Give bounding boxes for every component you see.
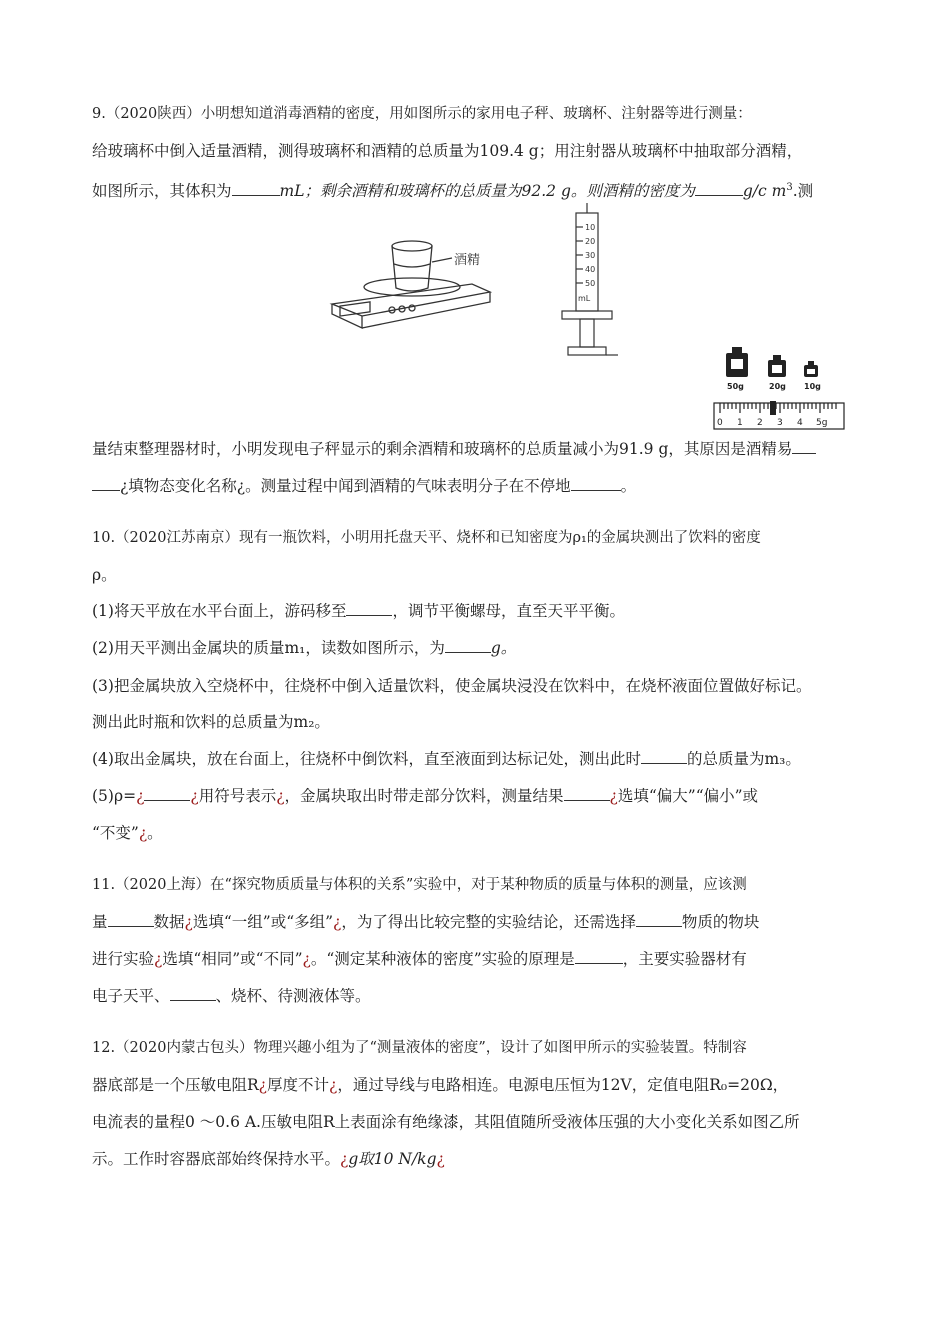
q9-density-unit: g/c m xyxy=(742,182,787,201)
q11-line-1: 11.（2020上海）在“探究物质质量与体积的关系”实验中，对于某种物质的质量与体积的测量，应该测 xyxy=(92,877,747,893)
q9-volume-blank[interactable] xyxy=(232,180,280,196)
ruler-tick-0: 0 xyxy=(717,418,723,428)
q11-line-4-text-a: 电子天平、 xyxy=(92,987,170,1005)
q10-total-mass-blank[interactable] xyxy=(641,748,687,764)
red-mark: ¿ xyxy=(258,1076,267,1094)
q10-step-5-period: 。 xyxy=(147,824,163,842)
q9-unit-exponent: 3 xyxy=(786,182,793,193)
q10-step-5-text-d: 选填“偏大”“偏小”或 xyxy=(617,787,759,805)
q9-line-5-text-a: ¿填物态变化名称¿。测量过程中闻到酒精的气味表明分子在不停地 xyxy=(120,477,571,495)
q10-line-1: 10.（2020江苏南京）现有一瓶饮料，小明用托盘天平、烧杯和已知密度为ρ₁的金属块测出了饮料的密度 xyxy=(92,530,761,546)
q11-line-2-text-b: 数据 xyxy=(153,913,185,931)
q12-line-2 xyxy=(92,1074,788,1096)
weight-20g: 20g xyxy=(769,382,786,391)
q12-line-3: 电流表的量程0 ～0.6 A.压敏电阻R上表面涂有绝缘漆，其阻值随所受液体压强的大小变化关系如图乙所 xyxy=(92,1113,800,1131)
syringe-tick-40: 40 xyxy=(585,265,596,274)
q10-step-2 xyxy=(92,637,516,659)
syringe-figure xyxy=(556,203,620,363)
q10-step-1 xyxy=(92,600,625,622)
red-mark: ¿ xyxy=(333,913,342,931)
syringe-tick-10: 10 xyxy=(585,223,596,232)
ruler-tick-5g: 5g xyxy=(816,418,828,428)
red-mark: ¿ xyxy=(276,787,285,805)
q9-line-3-text-d: .测 xyxy=(792,182,814,201)
q11-line-2-text-e: 物质的物块 xyxy=(681,913,760,931)
ruler-tick-3: 3 xyxy=(777,418,783,428)
q11-substance-blank[interactable] xyxy=(636,911,682,927)
q12-line-4-text-a: 示。工作时容器底部始终保持水平。 xyxy=(92,1150,341,1168)
q10-step-5-text-e: “不变” xyxy=(92,824,139,842)
q11-line-3-text-b: 选填“相同”或“不同” xyxy=(162,950,303,968)
red-mark: ¿ xyxy=(154,950,163,968)
q9-line-4-text: 量结束整理器材时，小明发现电子秤显示的剩余酒精和玻璃杯的总质量减小为91.9 g，其原因是酒精易 xyxy=(92,440,793,458)
q10-line-2: ρ。 xyxy=(92,566,117,584)
q9-line-5 xyxy=(92,475,636,497)
red-mark: ¿ xyxy=(136,787,145,805)
red-mark: ¿ xyxy=(329,1076,338,1094)
q11-data-count-blank[interactable] xyxy=(108,911,154,927)
q11-line-2-text-a: 量 xyxy=(92,913,108,931)
q10-result-blank[interactable] xyxy=(564,785,610,801)
q11-line-4 xyxy=(92,985,371,1007)
alcohol-label: 酒精 xyxy=(454,253,481,268)
q9-density-blank[interactable] xyxy=(695,180,743,196)
q9-line-2: 给玻璃杯中倒入适量酒精，测得玻璃杯和酒精的总质量为109.4 g；用注射器从玻璃杯中抽取部分酒精， xyxy=(92,142,803,160)
q10-mass-blank[interactable] xyxy=(445,637,491,653)
q9-line-3-text-a: 如图所示，其体积为 xyxy=(92,182,232,201)
syringe-unit: mL xyxy=(578,294,591,303)
q11-line-4-text-b: 、烧杯、待测液体等。 xyxy=(215,987,371,1005)
ruler-tick-1: 1 xyxy=(737,418,743,428)
q9-line-4 xyxy=(92,438,816,460)
q10-step-5-text-c: ，金属块取出时带走部分饮料，测量结果 xyxy=(284,787,564,805)
red-mark: ¿ xyxy=(184,913,193,931)
q10-step-5 xyxy=(92,785,758,807)
q11-line-3-text-c: 。“测定某种液体的密度”实验的原理是 xyxy=(310,950,575,968)
red-mark: ¿ xyxy=(340,1150,349,1168)
red-mark: ¿ xyxy=(436,1150,445,1168)
weight-10g: 10g xyxy=(804,382,821,391)
q10-step-1-text-a: (1)将天平放在水平台面上，游码移至 xyxy=(92,602,347,620)
q10-step-2-text-b: g。 xyxy=(490,639,517,657)
q12-line-4 xyxy=(92,1148,445,1170)
q10-step-5-line-2 xyxy=(92,822,163,844)
q10-step-5-text-b: 用符号表示 xyxy=(198,787,277,805)
q11-principle-blank[interactable] xyxy=(575,948,623,964)
ruler-tick-2: 2 xyxy=(757,418,763,428)
q10-step-1-text-b: ，调节平衡螺母，直至天平平衡。 xyxy=(392,602,625,620)
q10-step-4-text-a: (4)取出金属块，放在台面上，往烧杯中倒饮料，直至液面到达标记处，测出此时 xyxy=(92,750,641,768)
q10-step-3-line-1: (3)把金属块放入空烧杯中，往烧杯中倒入适量饮料，使金属块浸没在饮料中，在烧杯液面位置做好标记。 xyxy=(92,677,812,695)
red-mark: ¿ xyxy=(302,950,311,968)
q10-rider-position-blank[interactable] xyxy=(346,600,392,616)
rider-marker xyxy=(770,401,776,415)
q12-line-2-text-c: ，通过导线与电路相连。电源电压恒为12V，定值电阻R₀=20Ω， xyxy=(337,1076,789,1094)
syringe-tick-50: 50 xyxy=(585,279,596,288)
red-mark: ¿ xyxy=(138,824,148,842)
q11-line-2 xyxy=(92,911,759,933)
q12-line-1: 12.（2020内蒙古包头）物理兴趣小组为了“测量液体的密度”，设计了如图甲所示的实验装置。特制容 xyxy=(92,1040,747,1056)
weights-and-scale-figure xyxy=(712,345,846,433)
q12-line-2-text-a: 器底部是一个压敏电阻R xyxy=(92,1076,259,1094)
q11-line-3-text-a: 进行实验 xyxy=(92,950,155,968)
q11-line-2-text-c: 选填“一组”或“多组” xyxy=(192,913,334,931)
q10-density-expression-blank[interactable] xyxy=(144,785,190,801)
q11-line-2-text-d: ，为了得出比较完整的实验结论，还需选择 xyxy=(341,913,636,931)
q9-molecule-blank[interactable] xyxy=(571,475,621,491)
q12-line-4-text-b: g取10 N/kg xyxy=(348,1150,437,1168)
q10-step-5-text-a: (5)ρ= xyxy=(92,787,137,805)
weight-50g: 50g xyxy=(727,382,744,391)
q9-state-change-blank-b[interactable] xyxy=(92,475,120,491)
q9-line-3-text-b: mL；剩余酒精和玻璃杯的总质量为92.2 g。则酒精的密度为 xyxy=(279,182,695,201)
q10-step-4 xyxy=(92,748,801,770)
q9-line-5-text-b: 。 xyxy=(620,477,637,495)
electronic-scale-figure xyxy=(312,232,494,332)
q10-step-3-line-2: 测出此时瓶和饮料的总质量为m₂。 xyxy=(92,713,330,731)
q12-line-2-text-b: 厚度不计 xyxy=(266,1076,329,1094)
q10-step-2-text-a: (2)用天平测出金属块的质量m₁，读数如图所示，为 xyxy=(92,639,445,657)
q11-line-3-text-d: ，主要实验器材有 xyxy=(622,950,747,968)
q11-line-3 xyxy=(92,948,747,970)
syringe-tick-30: 30 xyxy=(585,251,596,260)
q10-step-4-text-b: 的总质量为m₃。 xyxy=(686,750,801,768)
red-mark: ¿ xyxy=(609,787,618,805)
q9-line-3 xyxy=(92,177,813,202)
ruler-tick-4: 4 xyxy=(797,418,803,428)
q11-equipment-blank[interactable] xyxy=(170,985,216,1001)
syringe-tick-20: 20 xyxy=(585,237,596,246)
q9-state-change-blank-a[interactable] xyxy=(792,438,816,454)
red-mark: ¿ xyxy=(190,787,199,805)
q9-line-1: 9.（2020陕西）小明想知道消毒酒精的密度，用如图所示的家用电子秤、玻璃杯、注射器等进行测量： xyxy=(92,106,752,122)
